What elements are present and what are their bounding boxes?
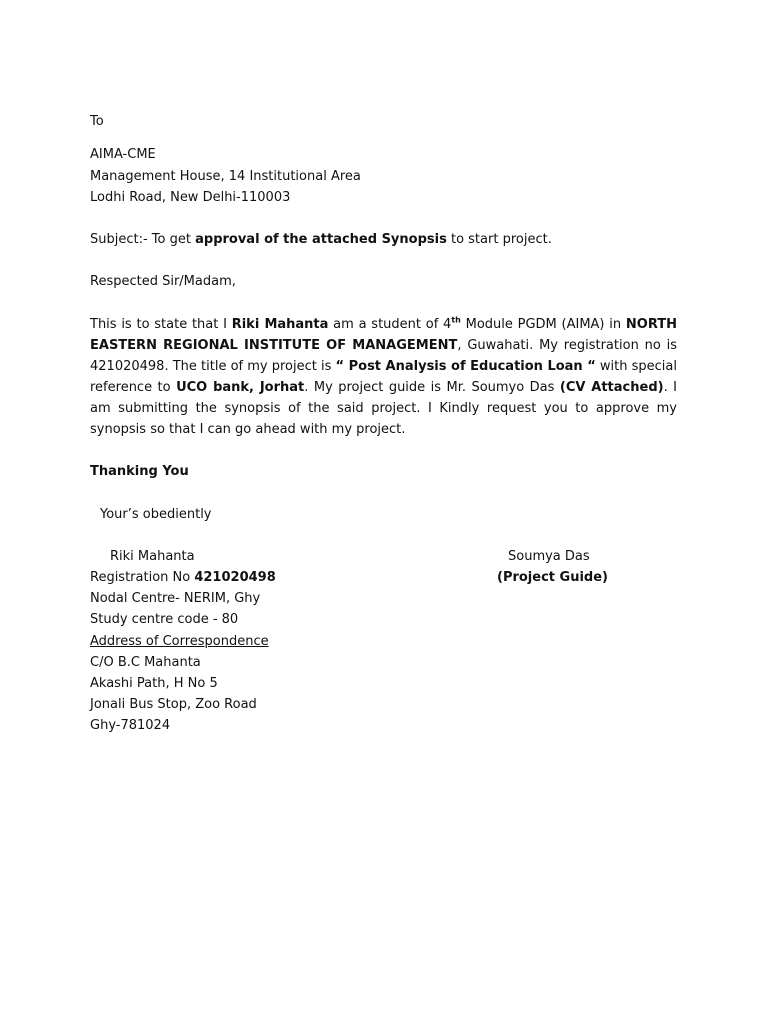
guide-name: Soumya Das	[508, 549, 590, 564]
body-text-1: This is to state that I	[90, 317, 232, 332]
body-cv-attached: (CV Attached)	[559, 380, 664, 395]
body-registration: 421020498	[90, 359, 165, 374]
thanking-line	[90, 464, 189, 480]
body-superscript: th	[451, 315, 461, 325]
body-text-5: . The title of my project is	[164, 359, 336, 374]
body-bank: UCO bank, Jorhat	[176, 380, 305, 395]
subject-line	[90, 232, 552, 248]
body-text-6: with special reference to	[90, 359, 677, 395]
sender-name: Riki Mahanta	[110, 549, 195, 564]
address-line-4: Ghy-781024	[90, 718, 171, 733]
registration-number: 421020498	[194, 570, 276, 585]
address-line-1: C/O B.C Mahanta	[90, 655, 201, 670]
body-paragraph	[90, 314, 677, 440]
guide-role	[497, 570, 608, 586]
address-line-2: Akashi Path, H No 5	[90, 676, 218, 691]
sender-nodal-centre: Nodal Centre- NERIM, Ghy	[90, 591, 261, 606]
body-institute: NORTH EASTERN REGIONAL INSTITUTE OF MANAGEMENT	[90, 317, 677, 353]
closing-line: Your’s obediently	[100, 507, 212, 522]
body-text-2: am a student of 4	[328, 317, 452, 332]
guide-role-text: (Project Guide)	[497, 570, 608, 585]
subject-rest: to start project.	[446, 232, 552, 247]
body-text-3: Module PGDM (AIMA) in	[460, 317, 626, 332]
thanks-text: Thanking You	[90, 464, 189, 479]
recipient-line-1: AIMA-CME	[90, 147, 156, 162]
registration-label: Registration No	[90, 570, 195, 585]
to-label: To	[90, 114, 104, 129]
subject-label: Subject:- To get	[90, 232, 196, 247]
sender-study-centre: Study centre code - 80	[90, 612, 239, 627]
recipient-line-3: Lodhi Road, New Delhi-110003	[90, 190, 291, 205]
subject-bold: approval of the attached Synopsis	[195, 232, 447, 247]
body-student-name: Riki Mahanta	[231, 317, 329, 332]
body-text-4: , Guwahati. My registration no is	[457, 338, 677, 353]
body-project-title: “ Post Analysis of Education Loan “	[335, 359, 596, 374]
body-text-7: . My project guide is Mr. Soumyo Das	[304, 380, 560, 395]
recipient-line-2: Management House, 14 Institutional Area	[90, 169, 361, 184]
sender-registration	[90, 570, 276, 586]
address-heading: Address of Correspondence	[90, 634, 269, 649]
salutation: Respected Sir/Madam,	[90, 274, 236, 289]
address-line-3: Jonali Bus Stop, Zoo Road	[90, 697, 257, 712]
body-text-8: . I am submitting the synopsis of the said project. I Kindly request you to approve my synopsis so that I can go ahead with my project.	[90, 380, 677, 437]
